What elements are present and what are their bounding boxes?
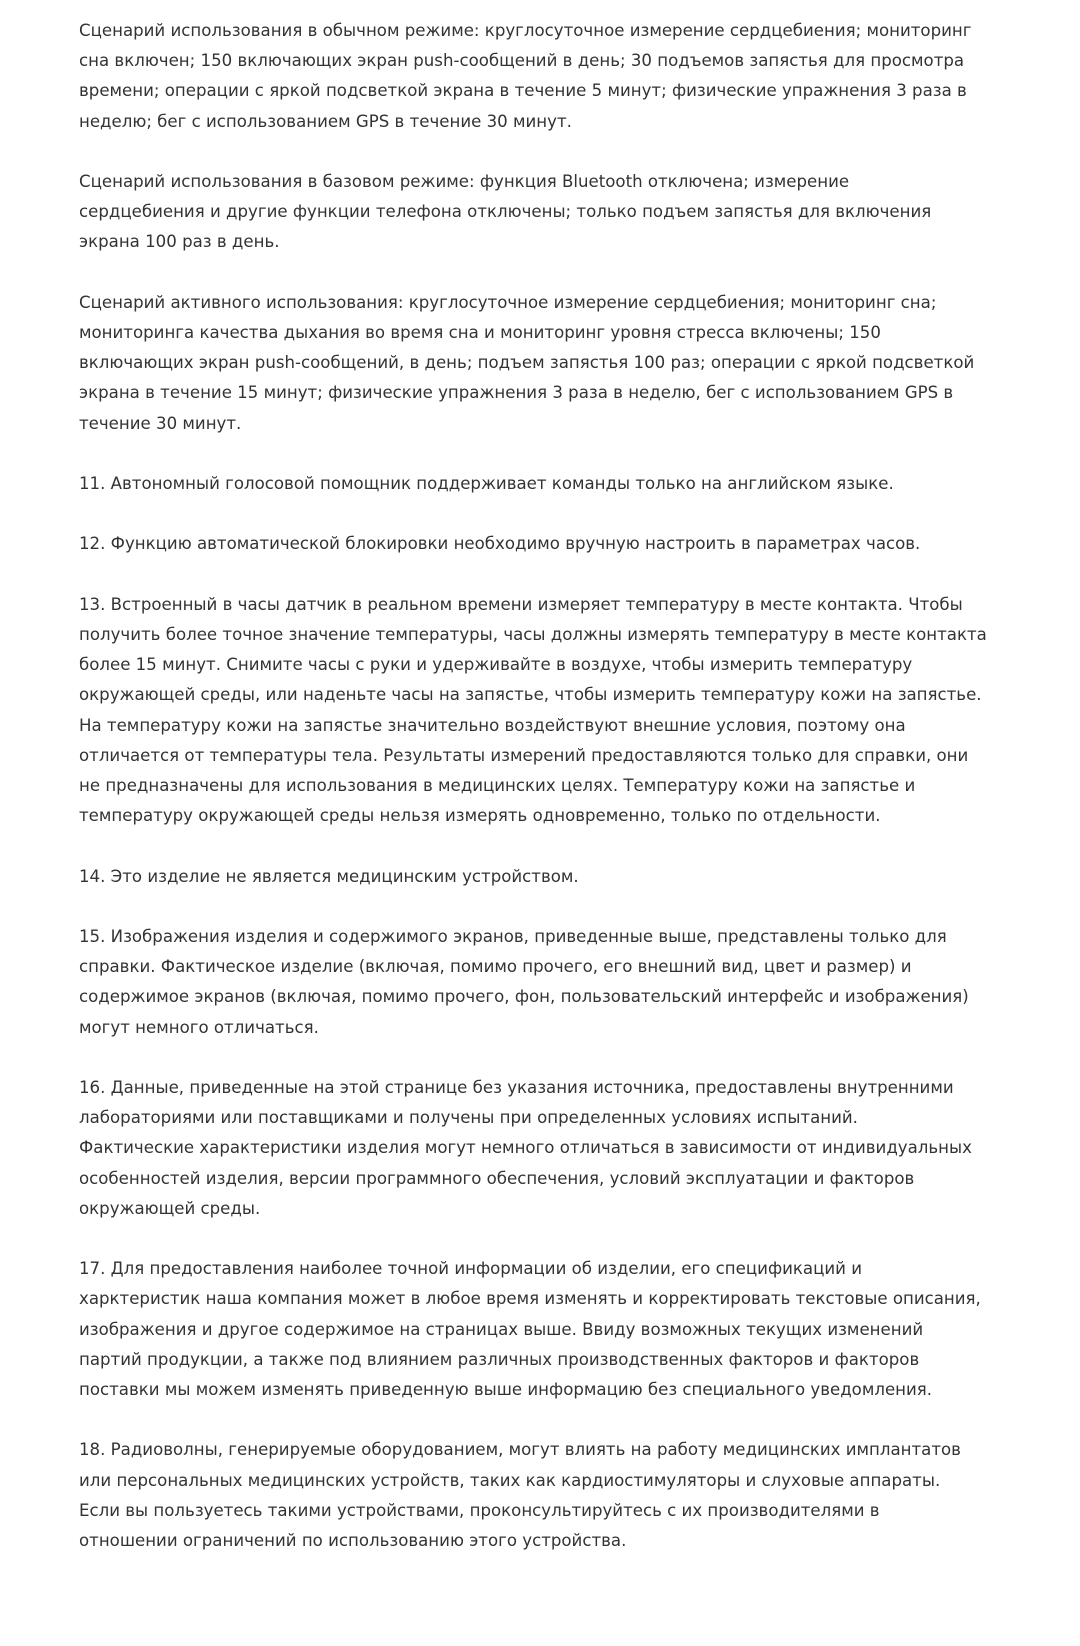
text-line: могут немного отличаться. (79, 1017, 319, 1037)
paragraph (79, 590, 1019, 832)
text-line: Сценарий использования в базовом режиме: функция Bluetooth отключена; измерение (79, 172, 850, 191)
text-line: 11. Автономный голосовой помощник поддерживает команды только на английском языке. (79, 474, 894, 493)
text-line: На температуру кожи на запястье значительно воздействуют внешние условия, поэтому она (79, 715, 906, 735)
paragraph (79, 469, 1019, 499)
text-line: поставки мы можем изменять приведенную выше информацию без специального уведомления. (79, 1380, 933, 1399)
text-line: 13. Встроенный в часы датчик в реальном времени измеряет температуру в месте контакта. Чтобы (79, 594, 963, 614)
text-line: 18. Радиоволны, генерируемые оборудованием, могут влиять на работу медицинских имплантатов (79, 1440, 961, 1460)
text-line: Если вы пользуетесь такими устройствами, проконсультируйтесь с их производителями в (79, 1500, 880, 1520)
text-line: партий продукции, а также под влиянием различных производственных факторов и факторов (79, 1349, 920, 1369)
text-line: или персональных медицинских устройств, таких как кардиостимуляторы и слуховые аппараты. (79, 1470, 941, 1490)
text-line: экрана 100 раз в день. (79, 232, 280, 252)
paragraph (79, 922, 1019, 1043)
text-line: Сценарий использования в обычном режиме: круглосуточное измерение сердцебиения; мониторинг (79, 21, 972, 40)
paragraph (79, 288, 1019, 439)
paragraph (79, 1254, 1019, 1405)
text-line: экрана в течение 15 минут; физические упражнения 3 раза в неделю, бег с использованием GPS в (79, 383, 954, 403)
document-body (79, 16, 1019, 1586)
text-line: получить более точное значение температуры, часы должны измерять температуру в месте контакта (79, 624, 987, 644)
text-line: изображения и другое содержимое на страницах выше. Ввиду возможных текущих изменений (79, 1319, 924, 1339)
paragraph (79, 1073, 1019, 1224)
text-line: Сценарий активного использования: круглосуточное измерение сердцебиения; мониторинг сна; (79, 292, 937, 312)
text-line: мониторинга качества дыхания во время сна и мониторинг уровня стресса включены; 150 (79, 323, 881, 342)
text-line: отношении ограничений по использованию этого устройства. (79, 1531, 627, 1550)
text-line: 14. Это изделие не является медицинским устройством. (79, 866, 579, 886)
text-line: харктеристик наша компания может в любое время изменять и корректировать текстовые описания, (79, 1289, 981, 1309)
text-line: отличается от температуры тела. Результаты измерений предоставляются только для справки, они (79, 745, 969, 765)
paragraph (79, 167, 1019, 258)
text-line: содержимое экранов (включая, помимо прочего, фон, пользовательский интерфейс и изображения) (79, 987, 969, 1007)
text-line: включающих экран push-сообщений, в день; подъем запястья 100 раз; операции с яркой подсветкой (79, 353, 975, 373)
text-line: справки. Фактическое изделие (включая, помимо прочего, его внешний вид, цвет и размер) и (79, 957, 912, 977)
paragraph (79, 1435, 1019, 1556)
text-line: 16. Данные, приведенные на этой странице без указания источника, предоставлены внутренними (79, 1077, 954, 1097)
text-line: не предназначены для использования в медицинских целях. Температуру кожи на запястье и (79, 776, 916, 795)
paragraph (79, 862, 1019, 892)
text-line: 15. Изображения изделия и содержимого экранов, приведенные выше, представлены только для (79, 926, 947, 946)
paragraph (79, 16, 1019, 137)
paragraph (79, 529, 1019, 559)
text-line: 12. Функцию автоматической блокировки необходимо вручную настроить в параметрах часов. (79, 534, 921, 554)
text-line: времени; операции с яркой подсветкой экрана в течение 5 минут; физические упражнения 3 раза в (79, 81, 967, 101)
text-line: особенностей изделия, версии программного обеспечения, условий эксплуатации и факторов (79, 1168, 915, 1188)
text-line: неделю; бег с использованием GPS в течение 30 минут. (79, 111, 572, 131)
text-line: температуру окружающей среды нельзя измерять одновременно, только по отдельности. (79, 806, 881, 826)
text-line: сна включен; 150 включающих экран push-сообщений в день; 30 подъемов запястья для просмотра (79, 51, 965, 71)
text-line: лабораториями или поставщиками и получены при определенных условиях испытаний. (79, 1108, 858, 1128)
text-line: сердцебиения и другие функции телефона отключены; только подъем запястья для включения (79, 202, 932, 222)
text-line: течение 30 минут. (79, 413, 242, 433)
text-line: Фактические характеристики изделия могут немного отличаться в зависимости от индивидуальных (79, 1138, 972, 1158)
text-line: окружающей среды, или наденьте часы на запястье, чтобы измерить температуру кожи на запястье. (79, 685, 982, 705)
text-line: более 15 минут. Снимите часы с руки и удерживайте в воздухе, чтобы измерить температуру (79, 655, 913, 675)
text-line: окружающей среды. (79, 1198, 261, 1218)
text-line: 17. Для предоставления наиболее точной информации об изделии, его спецификаций и (79, 1259, 863, 1279)
